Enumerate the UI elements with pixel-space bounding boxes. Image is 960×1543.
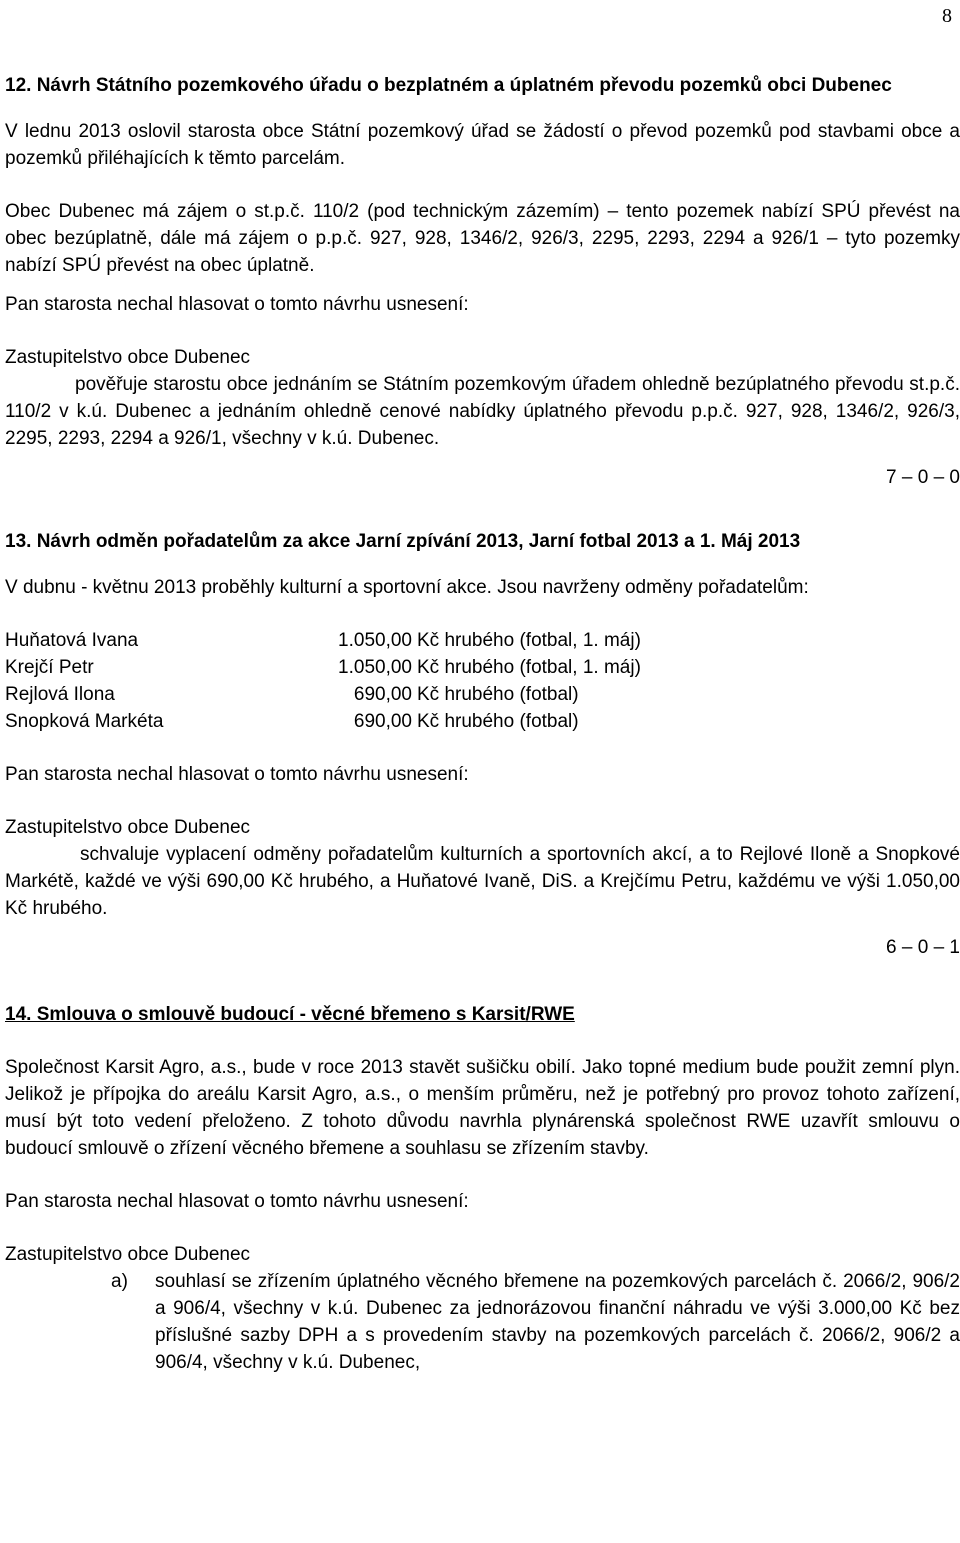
- reward-row: [5, 627, 960, 654]
- reward-name: Rejlová Ilona: [5, 684, 115, 705]
- reward-desc: Kč hrubého (fotbal): [417, 684, 579, 705]
- rewards-list: [5, 627, 960, 735]
- reward-desc: Kč hrubého (fotbal, 1. máj): [417, 630, 641, 651]
- section-12-paragraph-1: V lednu 2013 oslovil starosta obce Státní pozemkový úřad se žádostí o převod pozemků pod stavbami obce a pozemků přiléhajících k těmto parcelám.: [5, 121, 960, 169]
- section-14-paragraph-1: Společnost Karsit Agro, a.s., bude v roce 2013 stavět sušičku obilí. Jako topné medium bude použit zemní plyn. Jelikož je přípojka do areálu Karsit Agro, a.s., o menším průměru, než je potřebný pro provoz tohoto zařízení, musí být toto vedení přeloženo. Z tohoto důvodu navrhla plynárenská společnost RWE uzavřít smlouvu o budoucí smlouvě o zřízení věcného břemene a souhlasu se zřízením stavby.: [5, 1057, 960, 1159]
- section-14-vote-call: Pan starosta nechal hlasovat o tomto návrhu usnesení:: [5, 1191, 469, 1212]
- reward-row: [5, 681, 960, 708]
- resolution-item-a: [5, 1268, 960, 1376]
- section-14-heading: 14. Smlouva o smlouvě budoucí - věcné břemeno s Karsit/RWE: [5, 1004, 575, 1025]
- resolution-item-a-label: a): [111, 1271, 128, 1292]
- section-13: [5, 528, 960, 961]
- reward-row: [5, 708, 960, 735]
- section-13-vote-call: Pan starosta nechal hlasovat o tomto návrhu usnesení:: [5, 764, 469, 785]
- reward-name: Krejčí Petr: [5, 657, 94, 678]
- section-14: [5, 1001, 960, 1376]
- reward-row: [5, 654, 960, 681]
- resolution-item-a-text: souhlasí se zřízením úplatného věcného břemene na pozemkových parcelách č. 2066/2, 906/2 a 906/4, všechny v k.ú. Dubenec za jednorázovou finanční náhradu ve výši 3.000,00 Kč bez příslušné sazby DPH a s provedením stavby na pozemkových parcelách č. 2066/2, 906/2 a 906/4, všechny v k.ú. Dubenec,: [155, 1271, 960, 1373]
- section-12-heading: 12. Návrh Státního pozemkového úřadu o bezplatném a úplatném převodu pozemků obci Dubenec: [5, 75, 892, 96]
- section-14-council: Zastupitelstvo obce Dubenec: [5, 1244, 251, 1265]
- section-13-resolution: schvaluje vyplacení odměny pořadatelům kulturních a sportovních akcí, a to Rejlové Iloně a Snopkové Markétě, každé ve výši 690,00 Kč hrubého, a Huňatové Ivaně, DiS. a Krejčímu Petru, každému ve výši 1.050,00 Kč hrubého.: [5, 844, 960, 919]
- section-13-council: Zastupitelstvo obce Dubenec: [5, 817, 251, 838]
- page-number: 8: [942, 5, 952, 27]
- section-13-paragraph-1: V dubnu - květnu 2013 proběhly kulturní a sportovní akce. Jsou navrženy odměny pořadatelům:: [5, 577, 809, 598]
- document-body: [5, 72, 960, 1376]
- reward-amount: 690,00: [353, 711, 412, 732]
- section-12-paragraph-2: Obec Dubenec má zájem o st.p.č. 110/2 (pod technickým zázemím) – tento pozemek nabízí SPÚ převést na obec bezúplatně, dále má zájem o p.p.č. 927, 928, 1346/2, 926/3, 2295, 2293, 2294 a 926/1 – tyto pozemky nabízí SPÚ převést na obec úplatně.: [5, 201, 960, 276]
- reward-desc: Kč hrubého (fotbal): [417, 711, 579, 732]
- reward-name: Snopková Markéta: [5, 711, 164, 732]
- section-12-resolution: pověřuje starostu obce jednáním se Státním pozemkovým úřadem ohledně bezúplatného převodu st.p.č. 110/2 v k.ú. Dubenec a jednáním ohledně cenové nabídky úplatného převodu p.p.č. 927, 928, 1346/2, 926/3, 2295, 2293, 2294 a 926/1, všechny v k.ú. Dubenec.: [5, 374, 960, 449]
- section-12-council: Zastupitelstvo obce Dubenec: [5, 347, 251, 368]
- section-12-vote-call: Pan starosta nechal hlasovat o tomto návrhu usnesení:: [5, 294, 469, 315]
- section-12-vote-result: 7 – 0 – 0: [886, 467, 960, 488]
- section-13-heading: 13. Návrh odměn pořadatelům za akce Jarní zpívání 2013, Jarní fotbal 2013 a 1. Máj 2013: [5, 531, 801, 552]
- reward-amount: 1.050,00: [338, 630, 412, 651]
- section-12: [5, 72, 960, 491]
- reward-name: Huňatová Ivana: [5, 630, 139, 651]
- reward-desc: Kč hrubého (fotbal, 1. máj): [417, 657, 641, 678]
- section-13-vote-result: 6 – 0 – 1: [886, 937, 960, 958]
- reward-amount: 690,00: [353, 684, 412, 705]
- reward-amount: 1.050,00: [338, 657, 412, 678]
